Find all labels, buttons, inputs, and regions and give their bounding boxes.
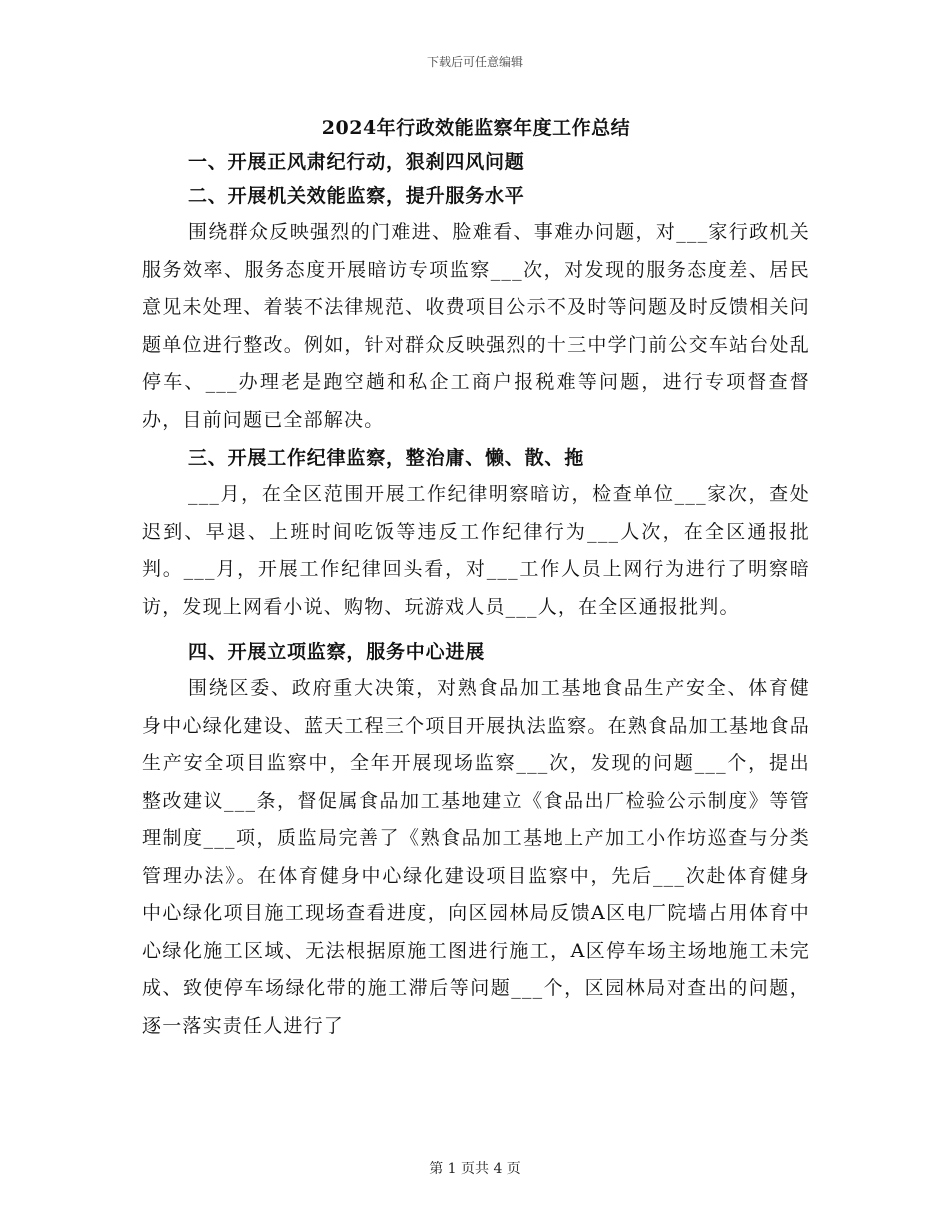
document-title: 2024年行政效能监察年度工作总结	[321, 117, 631, 139]
document-body	[142, 112, 810, 1048]
section-2-paragraph: 围绕群众反映强烈的门难进、脸难看、事难办问题，对___家行政机关服务效率、服务态度开展暗访专项监察___次，对发现的服务态度差、居民意见未处理、着装不法律规范、收费项目公示不及时等问题及时反馈相关问题单位进行整改。例如，针对群众反映强烈的十三中学门前公交车站台处乱停车、___办理老是跑空趟和私企工商户报税难等问题，进行专项督查督办，目前问题已全部解决。	[142, 221, 810, 431]
section-4-paragraph: 围绕区委、政府重大决策，对熟食品加工基地食品生产安全、体育健身中心绿化建设、蓝天工程三个项目开展执法监察。在熟食品加工基地食品生产安全项目监察中，全年开展现场监察___次，发现的问题___个，提出整改建议___条，督促属食品加工基地建立《食品出厂检验公示制度》等管理制度___项，质监局完善了《熟食品加工基地上产加工小作坊巡查与分类管理办法》。在体育健身中心绿化建设项目监察中，先后___次赴体育健身中心绿化项目施工现场查看进度，向区园林局反馈A区电厂院墙占用体育中心绿化施工区域、无法根据原施工图进行施工，A区停车场主场地施工未完成、致使停车场绿化带的施工滞后等问题___个，区园林局对查出的问题，逐一落实责任人进行了	[142, 677, 810, 1037]
page-number-footer: 第 1 页共 4 页	[429, 1161, 521, 1177]
section-4-heading: 四、开展立项监察，服务中心进展	[188, 641, 486, 663]
section-1-heading: 一、开展正风肃纪行动，狠刹四风问题	[188, 151, 525, 173]
section-3-heading: 三、开展工作纪律监察，整治庸、懒、散、拖	[188, 447, 585, 469]
header-note: 下载后可任意编辑	[426, 55, 523, 69]
section-2-heading: 二、开展机关效能监察，提升服务水平	[188, 185, 525, 207]
section-3-paragraph: ___月，在全区范围开展工作纪律明察暗访，检查单位___家次，查处迟到、早退、上班时间吃饭等违反工作纪律行为___人次，在全区通报批判。___月，开展工作纪律回头看，对___工作人员上网行为进行了明察暗访，发现上网看小说、购物、玩游戏人员___人，在全区通报批判。	[142, 483, 810, 618]
